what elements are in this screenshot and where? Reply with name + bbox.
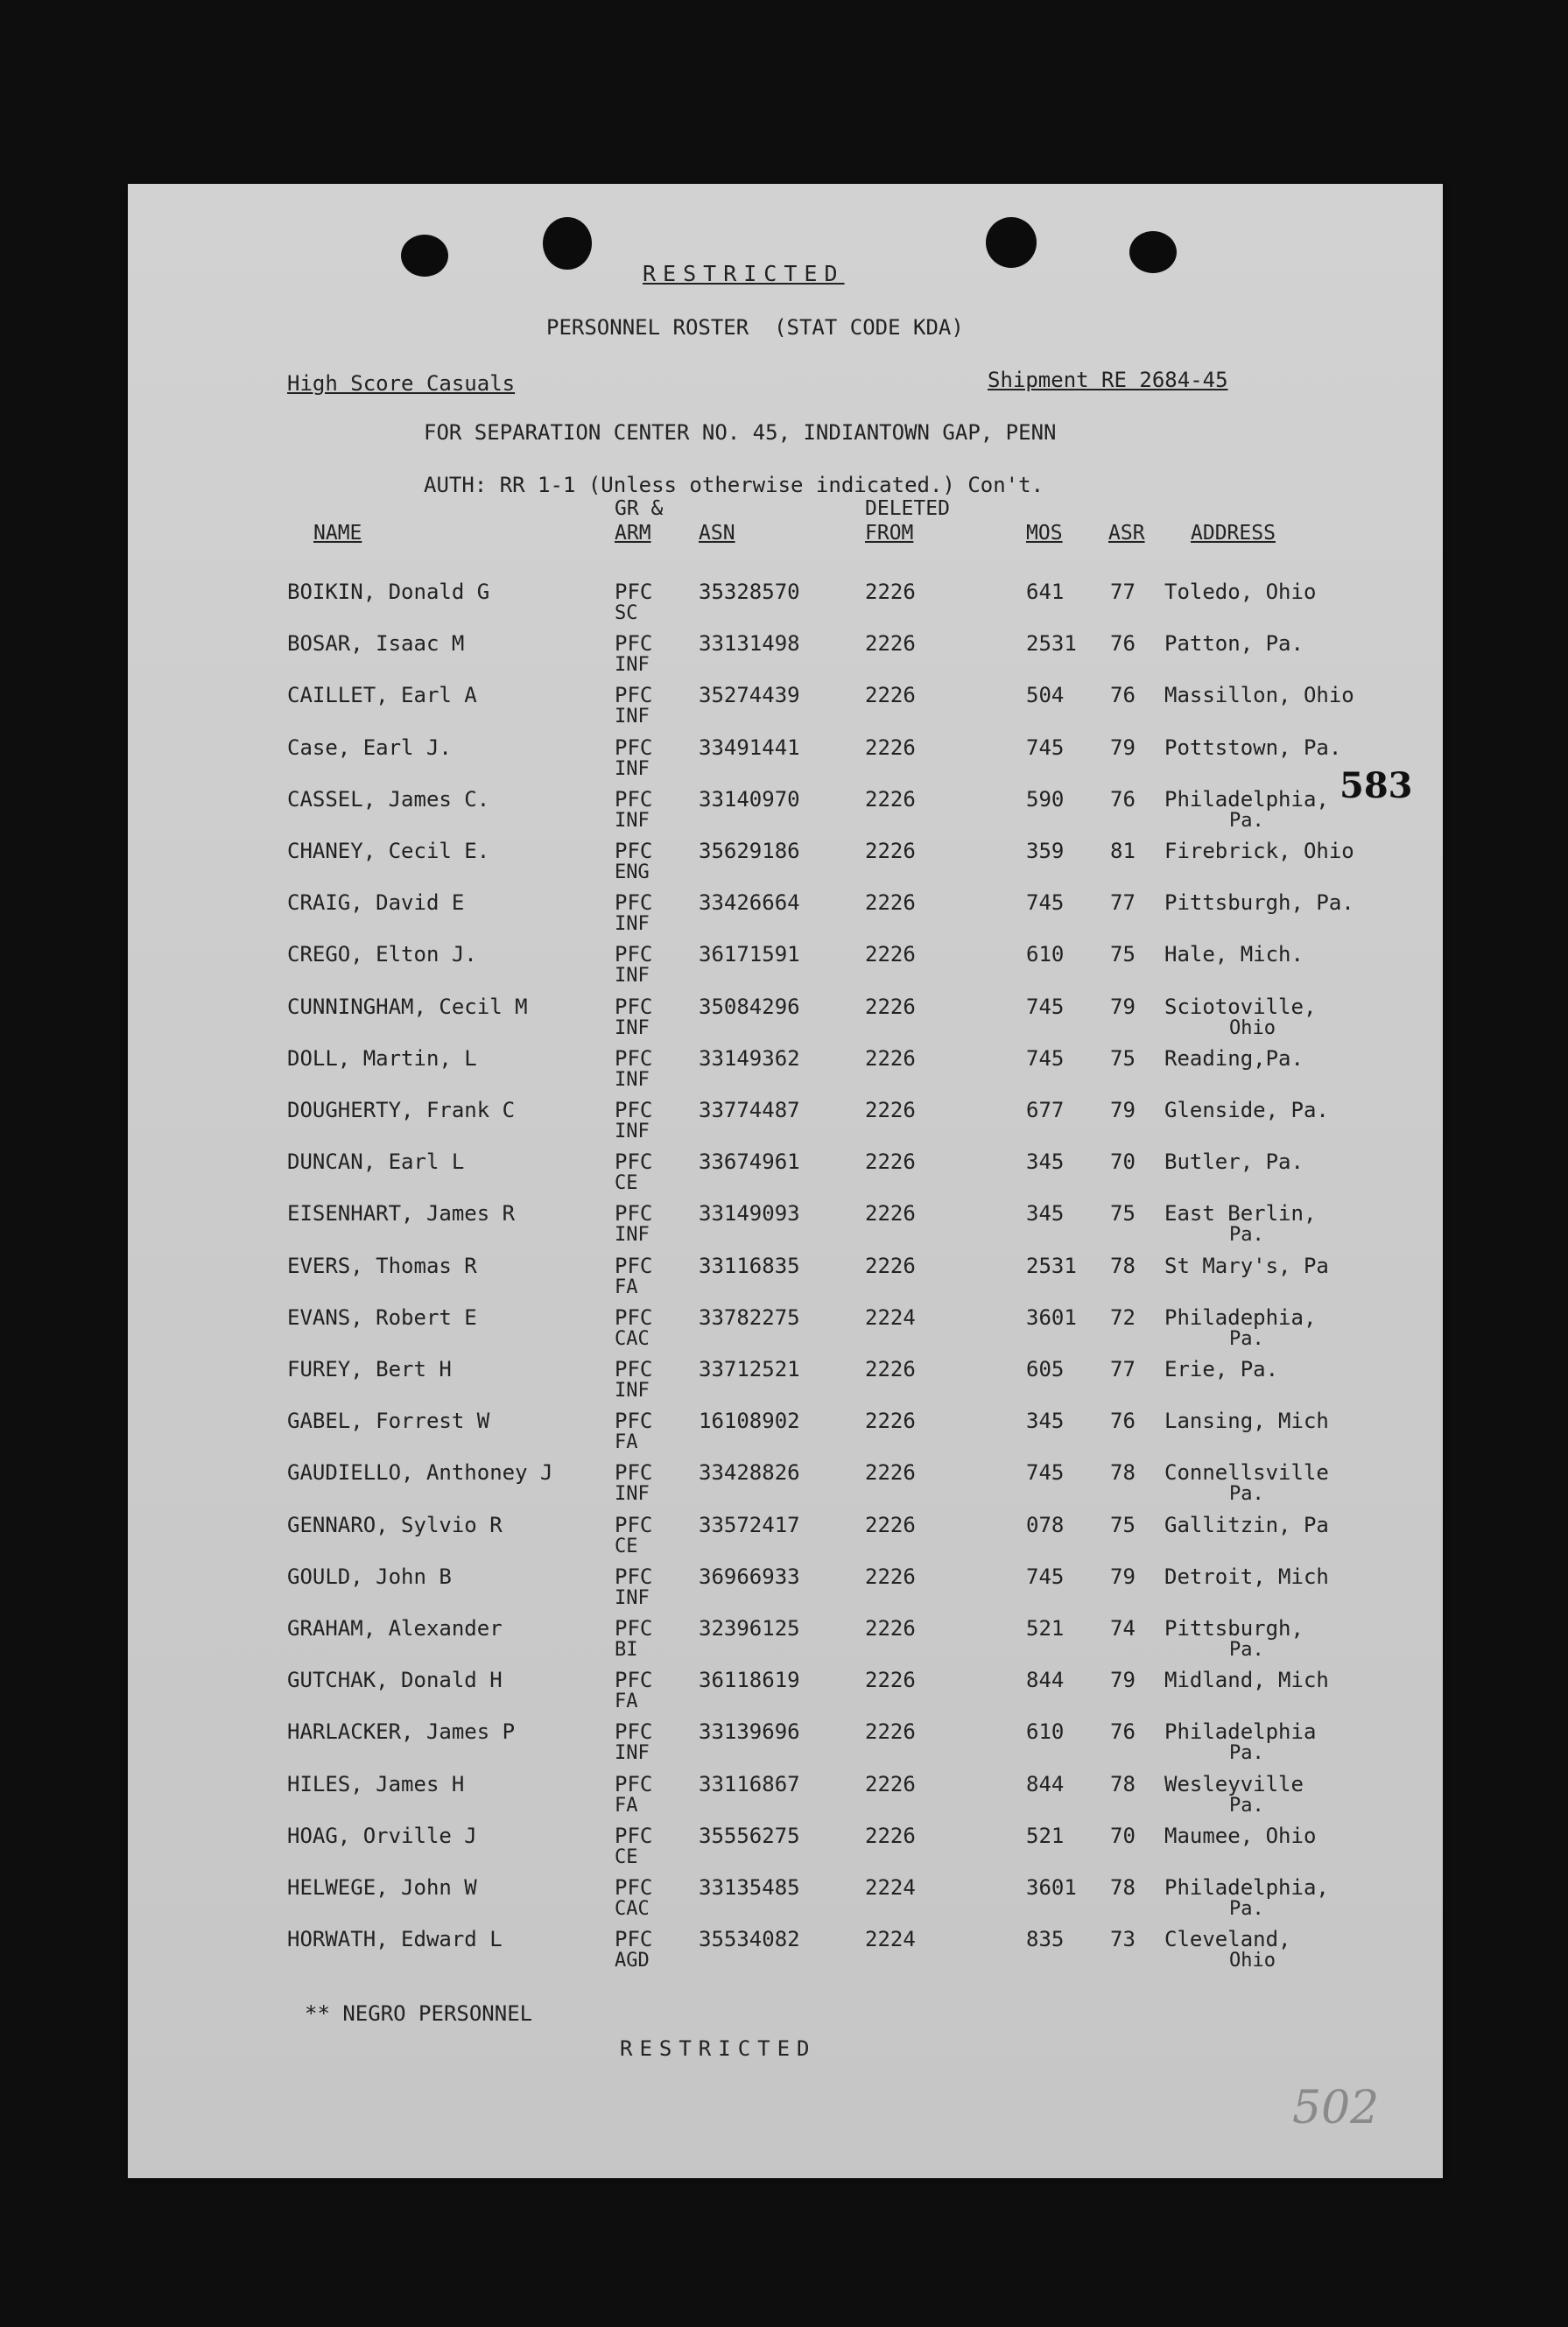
cell-mos: 504 — [1026, 683, 1065, 708]
cell-mos: 745 — [1026, 1564, 1065, 1589]
cell-asr: 79 — [1110, 735, 1136, 760]
cell-asr: 75 — [1110, 1512, 1136, 1537]
cell-asn: 36966933 — [699, 1564, 800, 1589]
cell-address: Butler, Pa. — [1164, 1149, 1304, 1175]
cell-asn: 36171591 — [699, 942, 800, 967]
cell-grade: PFC — [615, 1149, 653, 1175]
cell-arm: INF — [615, 1016, 650, 1039]
cell-mos: 345 — [1026, 1409, 1065, 1434]
cell-grade: PFC — [615, 1357, 653, 1381]
cell-mos: 610 — [1026, 942, 1065, 967]
cell-grade: PFC — [615, 1668, 653, 1693]
cell-address-cont: Ohio — [1229, 1016, 1276, 1039]
cell-arm: BI — [615, 1639, 638, 1661]
cell-mos: 345 — [1026, 1201, 1065, 1227]
punch-hole — [1129, 231, 1177, 273]
cell-mos: 835 — [1026, 1927, 1065, 1952]
cell-deleted-from: 2226 — [865, 1771, 916, 1796]
cell-address-cont: Pa. — [1229, 1742, 1264, 1765]
cell-asr: 81 — [1110, 839, 1136, 863]
cell-address: Firebrick, Ohio — [1164, 839, 1354, 863]
cell-mos: 605 — [1026, 1357, 1065, 1381]
cell-deleted-from: 2226 — [865, 786, 916, 812]
cell-arm: INF — [615, 1121, 650, 1142]
cell-address: Maumee, Ohio — [1164, 1823, 1317, 1848]
cell-address: St Mary's, Pa — [1164, 1253, 1329, 1278]
cell-mos: 345 — [1026, 1149, 1065, 1175]
table-row — [128, 787, 1443, 839]
table-row — [128, 1824, 1443, 1875]
cell-asr: 73 — [1110, 1927, 1136, 1952]
cell-arm: AGD — [615, 1950, 650, 1972]
cell-mos: 745 — [1026, 1460, 1065, 1486]
cell-name: GABEL, Forrest W — [287, 1409, 490, 1434]
cell-name: HARLACKER, James P — [287, 1719, 516, 1745]
cell-asr: 74 — [1110, 1616, 1136, 1641]
cell-asr: 78 — [1110, 1875, 1136, 1900]
cell-arm: CAC — [615, 1898, 650, 1920]
roster-page — [128, 184, 1443, 2178]
cell-asr: 76 — [1110, 786, 1136, 812]
cell-deleted-from: 2226 — [865, 580, 916, 604]
cell-asr: 77 — [1110, 890, 1136, 916]
cell-grade: PFC — [615, 1460, 653, 1486]
cell-asr: 79 — [1110, 994, 1136, 1019]
footnote: ** NEGRO PERSONNEL — [305, 2001, 533, 2026]
cell-address: Pittsburgh, — [1164, 1616, 1304, 1641]
cell-address-cont: Pa. — [1229, 1483, 1264, 1506]
cell-mos: 078 — [1026, 1512, 1065, 1537]
cell-name: EVERS, Thomas R — [287, 1253, 477, 1278]
cell-arm: INF — [615, 913, 650, 936]
cell-name: EISENHART, James R — [287, 1201, 516, 1227]
table-row — [128, 580, 1443, 631]
cell-address: Reading,Pa. — [1164, 1045, 1304, 1071]
cell-mos: 745 — [1026, 994, 1065, 1019]
classification-footer: RESTRICTED — [620, 2036, 817, 2061]
cell-address: Pottstown, Pa. — [1164, 735, 1342, 760]
cell-grade: PFC — [615, 631, 653, 657]
cell-asn: 33774487 — [699, 1098, 800, 1122]
cell-address-cont: Pa. — [1229, 1327, 1264, 1350]
cell-deleted-from: 2226 — [865, 683, 916, 708]
cell-address-cont: Ohio — [1229, 1950, 1276, 1972]
cell-asr: 76 — [1110, 631, 1136, 657]
table-row — [128, 1875, 1443, 1927]
cell-arm: INF — [615, 809, 650, 832]
col-grade-top: GR & — [615, 497, 664, 520]
cell-asr: 79 — [1110, 1668, 1136, 1693]
cell-mos: 610 — [1026, 1719, 1065, 1745]
cell-asn: 33572417 — [699, 1512, 800, 1537]
cell-grade: PFC — [615, 1409, 653, 1434]
cell-grade: PFC — [615, 1771, 653, 1796]
cell-asn: 33116867 — [699, 1771, 800, 1796]
cell-deleted-from: 2226 — [865, 839, 916, 863]
shipment-label: Shipment RE 2684-45 — [988, 368, 1228, 392]
cell-arm: SC — [615, 602, 638, 624]
cell-address: East Berlin, — [1164, 1201, 1317, 1227]
cell-grade: PFC — [615, 786, 653, 812]
cell-name: BOSAR, Isaac M — [287, 631, 465, 657]
cell-asn: 35084296 — [699, 994, 800, 1019]
cell-arm: INF — [615, 706, 650, 728]
cell-deleted-from: 2226 — [865, 735, 916, 760]
cell-name: HILES, James H — [287, 1771, 465, 1796]
table-row — [128, 995, 1443, 1046]
cell-address: Massillon, Ohio — [1164, 683, 1354, 708]
cell-asn: 33135485 — [699, 1875, 800, 1900]
cell-deleted-from: 2226 — [865, 1045, 916, 1071]
cell-asr: 75 — [1110, 1201, 1136, 1227]
cell-address: Philadelphia, — [1164, 786, 1329, 812]
table-row — [128, 1098, 1443, 1149]
table-row — [128, 1149, 1443, 1201]
cell-asn: 36118619 — [699, 1668, 800, 1693]
cell-address-cont: Pa. — [1229, 1224, 1264, 1247]
cell-asr: 77 — [1110, 1357, 1136, 1381]
roster-title: PERSONNEL ROSTER (STAT CODE KDA) — [546, 315, 964, 340]
table-row — [128, 683, 1443, 735]
cell-asr: 76 — [1110, 1409, 1136, 1434]
cell-name: DOLL, Martin, L — [287, 1045, 477, 1071]
cell-mos: 677 — [1026, 1098, 1065, 1122]
cell-address: Philadelphia — [1164, 1719, 1317, 1745]
cell-address: Lansing, Mich — [1164, 1409, 1329, 1434]
table-row — [128, 1513, 1443, 1564]
cell-name: CRAIG, David E — [287, 890, 465, 916]
cell-name: EVANS, Robert E — [287, 1304, 477, 1330]
cell-mos: 2531 — [1026, 1253, 1077, 1278]
cell-deleted-from: 2224 — [865, 1304, 916, 1330]
table-row — [128, 839, 1443, 890]
cell-mos: 2531 — [1026, 631, 1077, 657]
cell-deleted-from: 2226 — [865, 1564, 916, 1589]
cell-grade: PFC — [615, 1045, 653, 1071]
cell-address: Wesleyville — [1164, 1771, 1304, 1796]
punch-hole — [401, 235, 448, 277]
cell-mos: 745 — [1026, 735, 1065, 760]
cell-address: Pittsburgh, Pa. — [1164, 890, 1354, 916]
cell-name: BOIKIN, Donald G — [287, 580, 490, 604]
cell-asr: 70 — [1110, 1823, 1136, 1848]
col-grade-bottom: ARM — [615, 522, 651, 545]
cell-arm: CE — [615, 1172, 638, 1195]
cell-deleted-from: 2226 — [865, 1616, 916, 1641]
cell-asr: 79 — [1110, 1098, 1136, 1122]
cell-arm: INF — [615, 1742, 650, 1765]
cell-arm: ENG — [615, 861, 650, 883]
cell-deleted-from: 2224 — [865, 1927, 916, 1952]
cell-name: GENNARO, Sylvio R — [287, 1512, 503, 1537]
cell-asn: 33712521 — [699, 1357, 800, 1381]
cell-grade: PFC — [615, 942, 653, 967]
cell-asn: 16108902 — [699, 1409, 800, 1434]
cell-asn: 33149093 — [699, 1201, 800, 1227]
cell-arm: INF — [615, 1068, 650, 1091]
cell-asn: 33131498 — [699, 631, 800, 657]
cell-mos: 745 — [1026, 890, 1065, 916]
cell-grade: PFC — [615, 683, 653, 708]
cell-asr: 75 — [1110, 1045, 1136, 1071]
table-row — [128, 942, 1443, 994]
cell-address: Sciotoville, — [1164, 994, 1317, 1019]
cell-address: Cleveland, — [1164, 1927, 1291, 1952]
cell-asr: 76 — [1110, 683, 1136, 708]
cell-asn: 33782275 — [699, 1304, 800, 1330]
cell-mos: 844 — [1026, 1668, 1065, 1693]
cell-asn: 33140970 — [699, 786, 800, 812]
cell-asr: 78 — [1110, 1253, 1136, 1278]
table-row — [128, 1254, 1443, 1305]
table-row — [128, 1357, 1443, 1409]
cell-deleted-from: 2226 — [865, 1460, 916, 1486]
cell-grade: PFC — [615, 1823, 653, 1848]
cell-arm: FA — [615, 1691, 638, 1713]
cell-address: Midland, Mich — [1164, 1668, 1329, 1693]
cell-asr: 78 — [1110, 1771, 1136, 1796]
table-row — [128, 1616, 1443, 1668]
table-row — [128, 1305, 1443, 1357]
cell-address-cont: Pa. — [1229, 1639, 1264, 1661]
cell-name: FUREY, Bert H — [287, 1357, 452, 1381]
cell-grade: PFC — [615, 735, 653, 760]
cell-grade: PFC — [615, 1304, 653, 1330]
cell-grade: PFC — [615, 1564, 653, 1589]
col-name: NAME — [313, 522, 362, 545]
cell-asn: 35274439 — [699, 683, 800, 708]
cell-asr: 76 — [1110, 1719, 1136, 1745]
cell-name: CUNNINGHAM, Cecil M — [287, 994, 528, 1019]
cell-name: CHANEY, Cecil E. — [287, 839, 490, 863]
col-deleted-bottom: FROM — [865, 522, 914, 545]
cell-name: DOUGHERTY, Frank C — [287, 1098, 516, 1122]
group-label: High Score Casuals — [287, 371, 516, 396]
cell-name: DUNCAN, Earl L — [287, 1149, 465, 1175]
cell-deleted-from: 2226 — [865, 942, 916, 967]
cell-arm: FA — [615, 1431, 638, 1454]
cell-arm: INF — [615, 654, 650, 677]
cell-address: Glenside, Pa. — [1164, 1098, 1329, 1122]
cell-address: Detroit, Mich — [1164, 1564, 1329, 1589]
cell-mos: 590 — [1026, 786, 1065, 812]
cell-arm: INF — [615, 1483, 650, 1506]
cell-grade: PFC — [615, 1253, 653, 1278]
cell-asr: 70 — [1110, 1149, 1136, 1175]
cell-deleted-from: 2226 — [865, 1098, 916, 1122]
cell-deleted-from: 2226 — [865, 1149, 916, 1175]
cell-asr: 72 — [1110, 1304, 1136, 1330]
pencil-number: 502 — [1292, 2082, 1380, 2134]
cell-address: Toledo, Ohio — [1164, 580, 1317, 604]
cell-grade: PFC — [615, 1616, 653, 1641]
cell-mos: 3601 — [1026, 1304, 1077, 1330]
cell-name: CREGO, Elton J. — [287, 942, 477, 967]
cell-deleted-from: 2226 — [865, 1823, 916, 1848]
cell-asn: 33674961 — [699, 1149, 800, 1175]
cell-mos: 521 — [1026, 1823, 1065, 1848]
cell-address: Philadelphia, — [1164, 1875, 1329, 1900]
cell-address: Patton, Pa. — [1164, 631, 1304, 657]
cell-grade: PFC — [615, 839, 653, 863]
cell-grade: PFC — [615, 1875, 653, 1900]
cell-name: CASSEL, James C. — [287, 786, 490, 812]
cell-deleted-from: 2226 — [865, 1357, 916, 1381]
cell-asn: 33428826 — [699, 1460, 800, 1486]
cell-mos: 745 — [1026, 1045, 1065, 1071]
cell-asr: 75 — [1110, 942, 1136, 967]
cell-asn: 33426664 — [699, 890, 800, 916]
cell-name: Case, Earl J. — [287, 735, 452, 760]
table-row — [128, 1460, 1443, 1512]
cell-grade: PFC — [615, 994, 653, 1019]
cell-address-cont: Pa. — [1229, 1794, 1264, 1817]
cell-grade: PFC — [615, 1512, 653, 1537]
cell-address: Hale, Mich. — [1164, 942, 1304, 967]
cell-arm: CE — [615, 1535, 638, 1557]
cell-name: HORWATH, Edward L — [287, 1927, 503, 1952]
authority-line: AUTH: RR 1-1 (Unless otherwise indicated.) Con't. — [424, 473, 1044, 497]
cell-address: Connellsville — [1164, 1460, 1329, 1486]
col-mos: MOS — [1026, 522, 1063, 545]
cell-asr: 78 — [1110, 1460, 1136, 1486]
cell-arm: FA — [615, 1794, 638, 1817]
cell-name: GOULD, John B — [287, 1564, 452, 1589]
cell-grade: PFC — [615, 1201, 653, 1227]
cell-grade: PFC — [615, 1098, 653, 1122]
cell-deleted-from: 2226 — [865, 890, 916, 916]
cell-asn: 35534082 — [699, 1927, 800, 1952]
cell-deleted-from: 2226 — [865, 994, 916, 1019]
cell-arm: INF — [615, 1380, 650, 1402]
cell-address: Erie, Pa. — [1164, 1357, 1279, 1381]
cell-name: CAILLET, Earl A — [287, 683, 477, 708]
cell-grade: PFC — [615, 580, 653, 604]
table-row — [128, 1772, 1443, 1824]
table-row — [128, 1668, 1443, 1719]
table-row — [128, 890, 1443, 942]
cell-address-cont: Pa. — [1229, 809, 1264, 832]
cell-asn: 32396125 — [699, 1616, 800, 1641]
table-row — [128, 631, 1443, 683]
punch-hole — [543, 217, 592, 270]
punch-hole — [986, 217, 1037, 268]
cell-arm: CE — [615, 1845, 638, 1868]
cell-mos: 359 — [1026, 839, 1065, 863]
cell-name: GAUDIELLO, Anthoney J — [287, 1460, 553, 1486]
col-asn: ASN — [699, 522, 735, 545]
cell-asn: 33149362 — [699, 1045, 800, 1071]
cell-asr: 77 — [1110, 580, 1136, 604]
cell-name: GUTCHAK, Donald H — [287, 1668, 503, 1693]
cell-name: HOAG, Orville J — [287, 1823, 477, 1848]
cell-asn: 33139696 — [699, 1719, 800, 1745]
cell-deleted-from: 2226 — [865, 1201, 916, 1227]
table-row — [128, 1719, 1443, 1771]
cell-deleted-from: 2226 — [865, 1409, 916, 1434]
cell-arm: INF — [615, 1224, 650, 1247]
cell-asn: 33116835 — [699, 1253, 800, 1278]
table-row — [128, 1046, 1443, 1098]
col-address: ADDRESS — [1191, 522, 1276, 545]
cell-asn: 33491441 — [699, 735, 800, 760]
classification-header: RESTRICTED — [643, 261, 845, 286]
destination-line: FOR SEPARATION CENTER NO. 45, INDIANTOWN GAP, PENN — [424, 420, 1057, 445]
table-row — [128, 1927, 1443, 1979]
cell-grade: PFC — [615, 1719, 653, 1745]
cell-deleted-from: 2226 — [865, 1719, 916, 1745]
col-asr: ASR — [1108, 522, 1145, 545]
cell-mos: 521 — [1026, 1616, 1065, 1641]
cell-grade: PFC — [615, 1927, 653, 1952]
cell-arm: CAC — [615, 1327, 650, 1350]
cell-asr: 79 — [1110, 1564, 1136, 1589]
cell-address-cont: Pa. — [1229, 1898, 1264, 1920]
cell-asn: 35328570 — [699, 580, 800, 604]
cell-name: GRAHAM, Alexander — [287, 1616, 503, 1641]
cell-arm: INF — [615, 965, 650, 988]
cell-asn: 35629186 — [699, 839, 800, 863]
cell-asn: 35556275 — [699, 1823, 800, 1848]
table-row — [128, 1564, 1443, 1616]
cell-deleted-from: 2224 — [865, 1875, 916, 1900]
col-deleted-top: DELETED — [865, 497, 950, 520]
page-stamp: 583 — [1339, 765, 1413, 806]
cell-deleted-from: 2226 — [865, 1512, 916, 1537]
cell-mos: 844 — [1026, 1771, 1065, 1796]
cell-arm: FA — [615, 1276, 638, 1298]
cell-name: HELWEGE, John W — [287, 1875, 477, 1900]
cell-deleted-from: 2226 — [865, 631, 916, 657]
table-row — [128, 1201, 1443, 1253]
cell-grade: PFC — [615, 890, 653, 916]
cell-arm: INF — [615, 1586, 650, 1609]
cell-address: Philadephia, — [1164, 1304, 1317, 1330]
cell-arm: INF — [615, 757, 650, 780]
cell-address: Gallitzin, Pa — [1164, 1512, 1329, 1537]
cell-mos: 3601 — [1026, 1875, 1077, 1900]
table-row — [128, 1409, 1443, 1460]
cell-mos: 641 — [1026, 580, 1065, 604]
cell-deleted-from: 2226 — [865, 1668, 916, 1693]
cell-deleted-from: 2226 — [865, 1253, 916, 1278]
table-row — [128, 735, 1443, 787]
